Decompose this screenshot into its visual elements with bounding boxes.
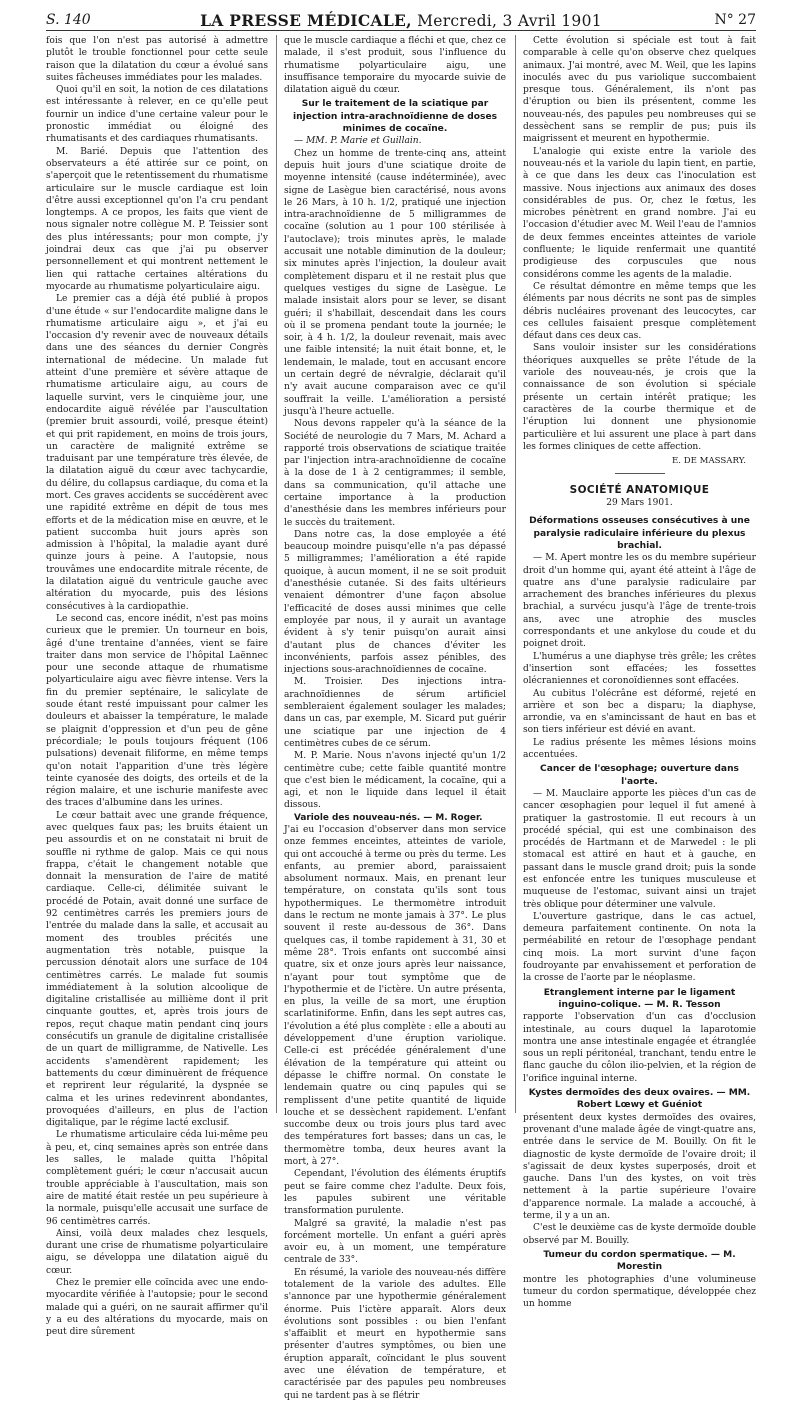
paragraph: J'ai eu l'occasion d'observer dans mon service onze femmes enceintes, atteintes de variole, qui ont accouché à terme ou près du terme. Les enfants, au premier abord, paraissaient absolument normaux. Mais, en prenant leur température, on constata qu'ils sont tous hypothermiques. Le thermomètre introduit dans le rectum ne monte jamais à 37°. Le plus souvent il reste au-dessous de 36°. Dans quelques cas, il tombe rapidement à 31, 30 et même 28°. Trois enfants ont succombé ainsi quatre, six et onze jours après leur naissance, n'ayant pour tout symptôme que de l'hypothermie et de l'ictère. Un autre présenta, en plus, la veille de sa mort, une éruption scarlatiniforme. Enfin, dans les sept autres cas, l'évolution a été plus complète : elle a abouti au développement d'une éruption variolique. Celle-ci est précédée généralement d'une élévation de la température qui atteint ou dépasse le chiffre normal. On constate le lendemain quatre ou cinq papules qui se remplissent d'une petite quantité de liquide louche et se dessèchent rapidement. L'enfant succombe deux ou trois jours plus tard avec des températures fort basses; dans un cas, le thermomètre tomba, deux heures avant la mort, à 27°. [284,825,506,1168]
column-divider [276,35,277,1113]
journal-title [46,11,756,30]
column-divider [515,35,516,1113]
paragraph: Le cœur battait avec une grande fréquence, avec quelques faux pas; les bruits étaient un peu assourdis et on ne constatait ni bruit de souffle ni rythme de galop. Mais ce qui nous frappa, c'était le changement notable que donnait la mensuration de l'aire de matité cardiaque. Celle-ci, délimitée suivant le procédé de Potain, avait donné une surface de 92 centimètres carrés les premiers jours de l'entrée du malade dans la salle, et accusait au moment des troubles précités une augmentation très notable, puisque la percussion dénotait alors une surface de 104 centimètres carrés. Le malade fut soumis immédiatement à la solution alcoolique de digitaline cristallisée au millième dont il prit cinquante gouttes, et, après trois jours de repos, reçut chaque matin pendant cinq jours consécutifs un granule de digitaline cristallisée de un quart de milligramme, de Nativelle. Les accidents s'amendèrent rapidement; les battements du cœur diminuèrent de fréquence et reprirent leur régularité, la dyspnée se calma et les urines redevinrent abondantes, provoquées d'ailleurs, en plus de l'action digitalique, par le régime lacté exclusif. [46,810,268,1129]
paragraph: M. P. Marie. Nous n'avons injecté qu'un 1/2 centimètre cube; cette faible quantité montre que c'est bien le médicament, la cocaïne, qui a agi, et non le liquide dans lequel il était dissous. [284,751,506,811]
heading-text: Variole des nouveau-nés. — M. Roger. [294,812,483,823]
column-2 [284,35,506,1401]
section-divider [615,473,665,474]
section-date: 29 Mars 1901. [606,498,673,509]
paragraph: présentent deux kystes dermoïdes des ovaires, provenant d'une malade âgée de vingt-quatre ans, entrée dans le service de M. Bouilly. On fit le diagnostic de kyste dermoïde de l'ovaire droit; il s'agissait de deux kystes superposés, droit et gauche. Dans l'un des kystes, on voit très nettement à la partie supérieure l'ovaire d'apparence normale. La malade a accouché, à terme, il y a un an. [523,1112,756,1222]
paragraph: Chez un homme de trente-cinq ans, atteint depuis huit jours d'une sciatique droite de moyenne intensité (cause indéterminée), avec signe de Lasègue bien caractérisé, nous avons le 26 Mars, à 10 h. 1/2, pratiqué une injection intra-arachnoïdienne de 5 milligrammes de cocaïne (solution au 1 pour 100 stérilisée à l'autoclave); trois minutes après, le malade accusait une notable diminution de la douleur; six minutes après l'injection, la douleur avait complètement disparu et il ne restait plus que quelques vestiges du signe de Lasègue. Le malade insistait alors pour se lever, se disant guéri; il s'habillait, descendait dans les cours où il se promena pendant toute la journée; le soir, à 4 h. 1/2, la douleur revenait, mais avec une faible intensité; la nuit était bonne, et, le lendemain, le malade, tout en accusant encore un certain degré de névralgie, déclarait qu'il n'y avait aucune comparaison avec ce qu'il souffrait la veille. L'amélioration a persisté jusqu'à l'heure actuelle. [284,148,506,417]
page-header [46,10,756,32]
paragraph: Le radius présente les mêmes lésions moins accentuées. [523,737,756,761]
paragraph: L'ouverture gastrique, dans le cas actuel, demeura parfaitement continente. On nota la perméabilité en retour de l'œsophage pendant cinq mois. La mort survint d'une façon foudroyante par envahissement et perforation de la crosse de l'aorte par le néoplasme. [523,911,756,984]
paragraph: Le second cas, encore inédit, n'est pas moins curieux que le premier. Un tourneur en bois, âgé d'une trentaine d'années, vient se faire traiter dans mon service de l'hôpital Laënnec pour une seconde attaque de rhumatisme polyarticulaire aigu avec fièvre intense. Vers la fin du premier septénaire, le salicylate de soude étant resté impuissant pour calmer les douleurs et abaisser la température, le malade se plaignit d'oppression et d'un peu de gêne précordiale; le pouls toujours fréquent (106 pulsations) devenait filiforme, en même temps qu'on notait l'apparition d'une très légère teinte cyanosée des doigts, des orteils et de la région malaire, et une ischurie manifeste avec des traces d'albumine dans les urines. [46,613,268,809]
paragraph: M. Troisier. Des injections intra-arachnoïdiennes de sérum artificiel sembleraient également soulager les malades; dans un cas, par exemple, M. Sicard put guérir une sciatique par une injection de 4 centimètres cubes de ce sérum. [284,677,506,749]
paragraph: En résumé, la variole des nouveau-nés diffère totalement de la variole des adultes. Elle s'annonce par une hypothermie généralement énorme. Puis l'ictère apparaît. Alors deux évolutions sont possibles : ou bien l'enfant s'affaiblit et meurt en hypothermie sans présenter d'autres symptômes, ou bien une éruption apparaît, coïncidant le plus souvent avec une élévation de température, et caractérisée par des papules peu nombreuses qui ne tardent pas à se flétrir [284,1267,506,1401]
article-heading: Cancer de l'œsophage; ouverture dans l'aorte. [540,764,739,787]
column-1 [46,35,268,1338]
article-authors [284,135,506,147]
paragraph: L'analogie qui existe entre la variole des nouveau-nés et la variole du lapin tient, en partie, à ce que dans les deux cas l'inoculation est massive. Nous injections aux animaux des doses considérables de pus. Or, chez le fœtus, les microbes pénètrent en grand nombre. J'ai eu l'occasion d'étudier avec M. Weil l'eau de l'amnios de deux femmes enceintes atteintes de variole confluente; le liquide renfermait une quantité prodigieuse des corpuscules que nous considérons comme les agents de la maladie. [523,146,756,280]
signature: E. DE MASSARY. [672,456,746,467]
paragraph: Malgré sa gravité, la maladie n'est pas forcément mortelle. Un enfant a guéri après avoir eu, à un moment, une température centrale de 33°. [284,1218,506,1266]
paragraph: Ce résultat démontre en même temps que les éléments par nous décrits ne sont pas de simples débris nucléaires provenant des leucocytes, car ces cellules faisaient presque complètement défaut dans ces deux cas. [523,281,756,342]
column-3 [523,35,756,1310]
author-names: — MM. P. Marie et Guillain. [294,136,422,147]
issue-number: N° 27 [714,12,756,28]
article-heading: Etranglement interne par le ligament inguino-colique. — M. R. Tesson [543,987,736,1010]
paragraph: — M. Mauclaire apporte les pièces d'un cas de cancer œsophagien pour lequel il fut amené à pratiquer la gastrostomie. Il eut recours à un procédé spécial, qui est une combinaison des procédés de Hartmann et de Marwedel : le pli stomacal est attiré en haut et à gauche, en passant dans le muscle grand droit; puis la sonde est enfoncée entre les tuniques musculeuse et muqueuse de l'estomac, suivant ainsi un trajet très oblique pour déterminer une valvule. [523,788,756,910]
header-rule [46,30,756,31]
paragraph: Le rhumatisme articulaire céda lui-même peu à peu, et, cinq semaines après son entrée dans les salles, le malade quitta l'hôpital complètement guéri; le cœur n'accusait aucun trouble appréciable à l'auscultation, mais son aire de matité était restée un peu supérieure à la normale, puisqu'elle accusait une surface de 96 centimètres carrés. [46,1130,268,1227]
paragraph: Le premier cas a déjà été publié à propos d'une étude « sur l'endocardite maligne dans le rhumatisme articulaire aigu », et j'ai eu l'occasion d'y revenir avec de nouveaux détails dans une des séances du dernier Congrès international de médecine. Un malade fut atteint d'une première et sévère attaque de rhumatisme articulaire aigu, au cours de laquelle survint, vers le cinquième jour, une endocardite aiguë révélée par l'auscultation (premier bruit assourdi, voilé, presque éteint) et qui prit rapidement, en moins de trois jours, un caractère de malignité extrême se traduisant par une température très élevée, de la dilatation aiguë du cœur avec tachycardie, du délire, du collapsus cardiaque, du coma et la mort. Ces graves accidents se succédèrent avec une rapidité extrême en dépit de tous mes efforts et de la médication mise en œuvre, et le patient succomba huit jours après son admission à l'hôpital, la maladie ayant duré quinze jours à peine. A l'autopsie, nous trouvâmes une endocardite mitrale récente, de la dilatation aiguë du ventricule gauche avec altération du myocarde, puis des lésions consécutives à la cardiopathie. [46,294,268,612]
paragraph: Cette évolution si spéciale est tout à fait comparable à celle qu'on observe chez quelques animaux. J'ai montré, avec M. Weil, que les lapins inoculés avec du pus variolique succombaient presque tous. Généralement, ils n'ont pas d'éruption ou bien ils présentent, comme les nouveau-nés, des papules peu nombreuses qui se dessèchent sans se remplir de pus; puis ils maigrissent et meurent en hypothermie. [523,36,756,145]
paragraph: Cependant, l'évolution des éléments éruptifs peut se faire comme chez l'adulte. Deux fois, les papules subirent une véritable transformation purulente. [284,1169,506,1217]
article-heading: Kystes dermoïdes des deux ovaires. — MM. Robert Lœwy et Guéniot [528,1088,751,1111]
paragraph: montre les photographies d'une volumineuse tumeur du cordon spermatique, développée chez un homme [523,1274,756,1310]
paragraph: Au cubitus l'olécrâne est déformé, rejeté en arrière et son bec a disparu; la diaphyse, arrondie, va en s'amincissant de haut en bas et son tiers inférieur est dévié en avant. [523,688,756,736]
article-heading: Tumeur du cordon spermatique. — M. Morestin [543,1249,736,1273]
paragraph: M. Barié. Depuis que l'attention des observateurs a été attirée sur ce point, on s'aperçoit que le retentissement du rhumatisme articulaire sur le muscle cardiaque est loin d'être aussi exceptionnel qu'on l'a cru pendant longtemps. A ce propos, les faits que vient de nous signaler notre collègue M. P. Teissier sont des plus intéressants; pour mon compte, j'y joindrai deux cas que j'ai pu observer personnellement et qui montrent nettement le lien qui rattache certaines altérations du myocarde au rhumatisme polyarticulaire aigu. [46,146,268,292]
paragraph: C'est le deuxième cas de kyste dermoïde double observé par M. Bouilly. [523,1223,756,1246]
paragraph: Quoi qu'il en soit, la notion de ces dilatations est intéressante à relever, en ce qu'elle peut fournir un indice d'une certaine valeur pour le pronostic immédiat ou éloigné des rhumatisants et des cardiaques rhumatisants. [46,85,268,145]
journal-name: LA PRESSE MÉDICALE, [200,11,412,30]
paragraph: L'humérus a une diaphyse très grêle; les crêtes d'insertion sont effacées; les fossettes olécraniennes et coronoïdiennes sont effacées. [523,651,756,687]
paragraph: fois que l'on n'est pas autorisé à admettre plutôt le trouble fonctionnel pour cette seule raison que la dilatation du cœur a évolué sans suites fâcheuses immédiates pour les malades. [46,36,268,83]
paragraph: Sans vouloir insister sur les considérations théoriques auxquelles se prête l'étude de la variole des nouveau-nés, je crois que la connaissance de son évolution si spéciale présente un certain intérêt pratique; les caractères de la courbe thermique et de l'éruption lui donnent une physionomie particulière et lui assurent une place à part dans les formes cliniques de cette affection. [523,343,756,452]
article-heading-inline [284,812,506,824]
page-number: S. 140 [46,12,91,28]
section-title: SOCIÉTÉ ANATOMIQUE [569,484,710,497]
paragraph: Ainsi, voilà deux malades chez lesquels, durant une crise de rhumatisme polyarticulaire aigu, se développa une dilatation aiguë du cœur. [46,1228,268,1276]
paragraph: que le muscle cardiaque a fléchi et que, chez ce malade, il s'est produit, sous l'influence du rhumatisme polyarticulaire aigu, une insuffisance temporaire du myocarde suivie de dilatation aiguë du cœur. [284,36,506,96]
paragraph: Chez le premier elle coïncida avec une endo-myocardite vérifiée à l'autopsie; pour le second malade qui a guéri, on ne saurait affirmer qu'il y a eu des altérations du myocarde, mais on peut dire sûrement [46,1277,268,1338]
paragraph: Dans notre cas, la dose employée a été beaucoup moindre puisqu'elle n'a pas dépassé 5 milligrammes; l'amélioration a été rapide quoique, à aucun moment, il ne se soit produit d'anesthésie cutanée. Si des faits ultérieurs venaient démontrer d'une façon absolue l'efficacité de doses aussi minimes que celle employée par nous, il y aurait un avantage évident à s'y tenir puisqu'on aurait ainsi d'autant plus de chances d'éviter les inconvénients, parfois assez pénibles, des injections sous-arachnoïdiennes de cocaïne. [284,529,506,676]
article-heading: Sur le traitement de la sciatique par injection intra-arachnoïdienne de doses minimes de cocaïne. [292,99,498,135]
issue-date: Mercredi, 3 Avril 1901 [417,12,602,30]
paragraph: — M. Apert montre les os du membre supérieur droit d'un homme qui, ayant été atteint à l'âge de quatre ans d'une paralysie radiculaire par arrachement des branches inférieures du plexus brachial, a survécu jusqu'à l'âge de trente-trois ans, avec une atrophie des muscles correspondants et une ankylose du coude et du poignet droit. [523,553,756,650]
paragraph: rapporte l'observation d'un cas d'occlusion intestinale, au cours duquel la laparotomie montra une anse intestinale engagée et étranglée sous un repli péritonéal, tranchant, tendu entre le flanc gauche du côlon ilio-pelvien, et la région de l'orifice inguinal interne. [523,1012,756,1084]
article-heading: Déformations osseuses consécutives à une paralysie radiculaire inférieure du plexus brachial. [529,516,750,551]
paragraph: Nous devons rappeler qu'à la séance de la Société de neurologie du 7 Mars, M. Achard a rapporté trois observations de sciatique traitée par l'injection intra-arachnoïdienne de cocaïne à la dose de 1 à 2 centigrammes; il semble, dans sa communication, qu'il attache une certaine importance à la production d'anesthésie dans les membres inférieurs pour le succès du traitement. [284,419,506,528]
